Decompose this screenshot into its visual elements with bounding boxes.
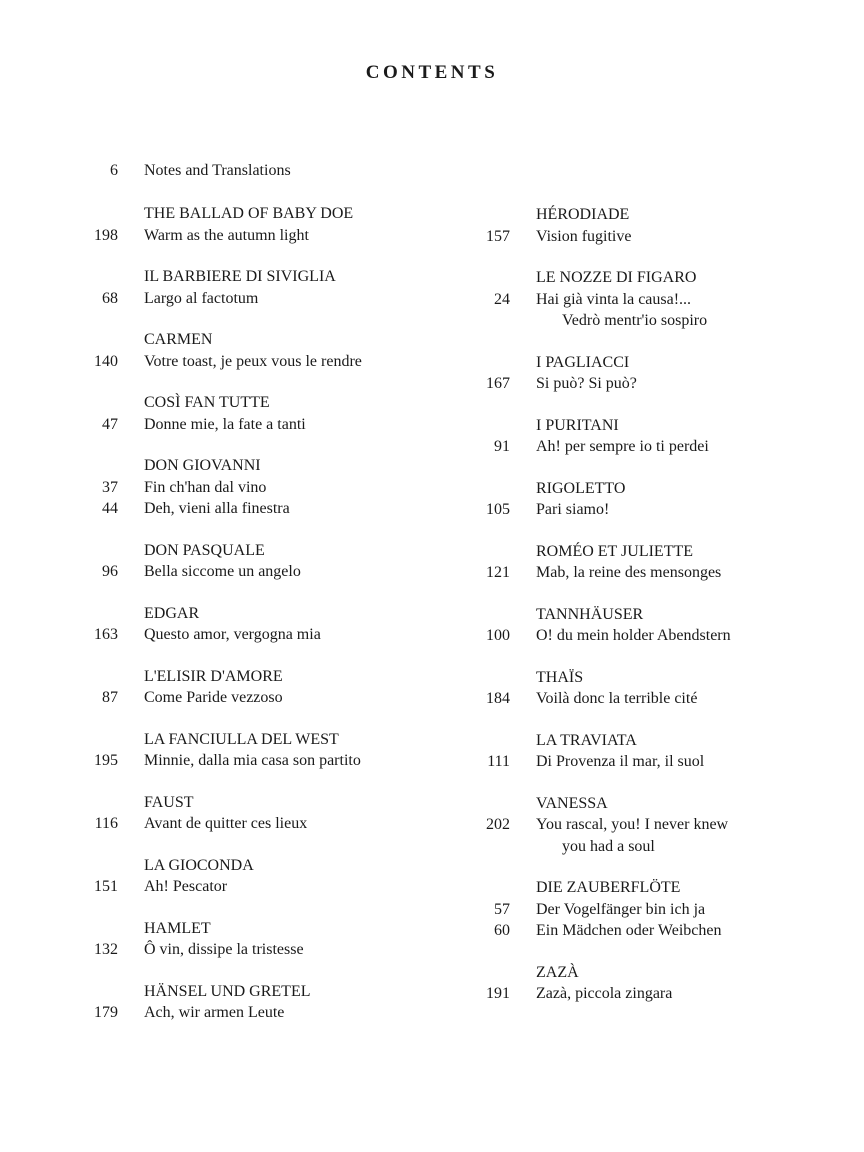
opera-heading-row	[80, 918, 440, 940]
aria-title: Pari siamo!	[536, 501, 610, 518]
page-number-blank	[472, 962, 510, 984]
aria-row	[472, 499, 832, 521]
page-number-blank	[472, 667, 510, 689]
page-number: 179	[94, 1004, 118, 1021]
page-number-blank	[80, 540, 118, 562]
page-number: 157	[486, 227, 510, 245]
contents-left-column	[80, 203, 440, 1044]
opera-entry	[80, 266, 440, 309]
opera-entry	[472, 478, 832, 521]
page-number: 105	[486, 501, 510, 518]
page-number-blank	[472, 204, 510, 226]
page-number-blank	[80, 203, 118, 225]
aria-title-continuation-row	[472, 836, 832, 858]
opera-heading-row	[80, 540, 440, 562]
page-number: 184	[486, 690, 510, 707]
page-number: 91	[494, 438, 510, 455]
opera-entry	[472, 793, 832, 858]
opera-title: L'ELISIR D'AMORE	[144, 667, 283, 685]
aria-title-continuation-row	[472, 310, 832, 332]
opera-title: CARMEN	[144, 331, 213, 348]
page-number-blank	[472, 541, 510, 563]
aria-title: Voilà donc la terrible cité	[536, 690, 698, 707]
opera-title: LE NOZZE DI FIGARO	[536, 269, 697, 286]
page-number-blank	[80, 855, 118, 877]
aria-title: Deh, vieni alla finestra	[144, 500, 290, 517]
page-number: 100	[486, 627, 510, 644]
page-number: 24	[494, 290, 510, 308]
opera-title: LA TRAVIATA	[536, 731, 637, 749]
aria-title-continuation: Vedrò mentr'io sospiro	[562, 312, 708, 329]
page-number-blank	[472, 310, 510, 332]
page-number-blank	[80, 981, 118, 1003]
opera-heading-row	[472, 604, 832, 626]
aria-title: Der Vogelfänger bin ich ja	[536, 900, 706, 918]
aria-row	[472, 983, 832, 1005]
opera-entry	[472, 877, 832, 942]
page-number: 111	[487, 753, 510, 770]
aria-row	[472, 289, 832, 311]
aria-row	[472, 899, 832, 921]
aria-row	[80, 288, 440, 310]
opera-heading-row	[80, 981, 440, 1003]
opera-heading-row	[80, 666, 440, 688]
aria-title: Minnie, dalla mia casa son partito	[144, 752, 361, 769]
aria-title: Votre toast, je peux vous le rendre	[144, 352, 362, 370]
page-number-blank	[472, 352, 510, 374]
page-number: 195	[94, 752, 118, 769]
aria-row	[80, 561, 440, 583]
opera-entry	[472, 604, 832, 647]
aria-title: Si può? Si può?	[536, 375, 637, 392]
opera-heading-row	[80, 266, 440, 288]
opera-entry	[80, 603, 440, 646]
page-number: 57	[494, 900, 510, 918]
page-number: 121	[486, 564, 510, 581]
page-number: 151	[94, 878, 118, 895]
page-number-blank	[472, 877, 510, 899]
aria-row	[472, 562, 832, 584]
aria-row	[472, 373, 832, 395]
aria-title: Ein Mädchen oder Weibchen	[536, 922, 722, 939]
page-number: 68	[102, 289, 118, 307]
page-number-blank	[472, 267, 510, 289]
opera-entry	[80, 729, 440, 772]
aria-row	[472, 814, 832, 836]
opera-heading-row	[80, 792, 440, 814]
opera-heading-row	[80, 203, 440, 225]
page-number: 167	[486, 375, 510, 392]
aria-row	[80, 939, 440, 961]
opera-title: I PURITANI	[536, 416, 619, 434]
opera-entry	[472, 667, 832, 710]
aria-title: Ah! per sempre io ti perdei	[536, 438, 709, 455]
aria-row	[80, 351, 440, 373]
opera-title: HÄNSEL UND GRETEL	[144, 982, 311, 1000]
opera-entry	[80, 792, 440, 835]
opera-title: RIGOLETTO	[536, 479, 626, 497]
opera-title: VANESSA	[536, 794, 608, 812]
opera-heading-row	[80, 455, 440, 477]
aria-row	[80, 876, 440, 898]
page-number: 198	[94, 226, 118, 244]
page-number-blank	[80, 729, 118, 751]
aria-title: Ah! Pescator	[144, 878, 228, 895]
page-number-blank	[472, 415, 510, 437]
aria-title: Hai già vinta la causa!...	[536, 290, 692, 308]
opera-title: DON GIOVANNI	[144, 457, 261, 474]
opera-entry	[80, 918, 440, 961]
intro-entry	[80, 160, 480, 182]
opera-heading-row	[80, 329, 440, 351]
opera-title: LA FANCIULLA DEL WEST	[144, 730, 339, 748]
opera-heading-row	[472, 478, 832, 500]
page-number-blank	[472, 793, 510, 815]
opera-title: HAMLET	[144, 919, 211, 937]
opera-title: TANNHÄUSER	[536, 605, 644, 623]
aria-row	[472, 226, 832, 248]
opera-title: LA GIOCONDA	[144, 856, 254, 874]
opera-heading-row	[472, 352, 832, 374]
opera-entry	[80, 455, 440, 520]
aria-title: Zazà, piccola zingara	[536, 985, 673, 1002]
opera-entry	[472, 962, 832, 1005]
aria-row	[80, 225, 440, 247]
opera-heading-row	[472, 962, 832, 984]
page-number-blank	[80, 603, 118, 625]
page-number-blank	[80, 329, 118, 351]
aria-row	[80, 414, 440, 436]
page-number: 60	[494, 922, 510, 939]
aria-title: Mab, la reine des mensonges	[536, 564, 722, 581]
page-number: 132	[94, 941, 118, 958]
opera-heading-row	[472, 415, 832, 437]
page-number: 191	[486, 985, 510, 1002]
page-number-blank	[80, 266, 118, 288]
aria-row	[80, 1002, 440, 1024]
page-number-blank	[80, 666, 118, 688]
opera-heading-row	[472, 667, 832, 689]
opera-title: IL BARBIERE DI SIVIGLIA	[144, 268, 336, 285]
opera-heading-row	[472, 793, 832, 815]
opera-title: FAUST	[144, 793, 194, 811]
page-number-blank	[80, 792, 118, 814]
aria-row	[472, 688, 832, 710]
opera-entry	[80, 392, 440, 435]
aria-title: Ach, wir armen Leute	[144, 1004, 285, 1021]
opera-title: HÉRODIADE	[536, 206, 630, 223]
aria-title: Avant de quitter ces lieux	[144, 815, 308, 832]
opera-entry	[472, 541, 832, 584]
aria-title: Di Provenza il mar, il suol	[536, 753, 705, 770]
opera-entry	[80, 540, 440, 583]
page-number-blank	[472, 604, 510, 626]
opera-title: EDGAR	[144, 604, 200, 622]
opera-title: DIE ZAUBERFLÖTE	[536, 879, 681, 896]
opera-entry	[472, 267, 832, 332]
page-number: 202	[486, 816, 510, 833]
aria-row	[80, 498, 440, 520]
opera-entry	[80, 203, 440, 246]
page-number-blank	[472, 730, 510, 752]
opera-entry	[472, 730, 832, 773]
page-number-blank	[80, 918, 118, 940]
aria-row	[472, 751, 832, 773]
aria-title: Questo amor, vergogna mia	[144, 626, 321, 643]
opera-entry	[472, 204, 832, 247]
page-number: 47	[102, 415, 118, 433]
opera-entry	[80, 855, 440, 898]
aria-title: Come Paride vezzoso	[144, 689, 283, 706]
opera-heading-row	[472, 877, 832, 899]
opera-heading-row	[472, 204, 832, 226]
opera-heading-row	[80, 729, 440, 751]
aria-row	[80, 624, 440, 646]
entry-title: Notes and Translations	[144, 162, 291, 179]
aria-title: Fin ch'han dal vino	[144, 478, 267, 496]
opera-title: COSÌ FAN TUTTE	[144, 394, 270, 411]
aria-title-continuation: you had a soul	[562, 837, 655, 855]
opera-title: THE BALLAD OF BABY DOE	[144, 205, 354, 222]
opera-entry	[472, 415, 832, 458]
opera-title: DON PASQUALE	[144, 541, 265, 559]
opera-heading-row	[472, 267, 832, 289]
opera-title: THAÏS	[536, 668, 584, 686]
page-number: 140	[94, 352, 118, 370]
aria-row	[80, 813, 440, 835]
opera-title: ROMÉO ET JULIETTE	[536, 542, 694, 560]
page-number-blank	[472, 478, 510, 500]
page-number-blank	[80, 392, 118, 414]
page-title: CONTENTS	[365, 62, 499, 83]
opera-heading-row	[80, 392, 440, 414]
aria-title: Vision fugitive	[536, 227, 632, 245]
page-number-blank	[80, 455, 118, 477]
aria-row	[472, 436, 832, 458]
opera-entry	[80, 329, 440, 372]
opera-entry	[80, 666, 440, 709]
aria-title: You rascal, you! I never knew	[536, 816, 729, 833]
page-number: 44	[102, 500, 118, 517]
aria-title: Largo al factotum	[144, 289, 259, 307]
aria-title: Ô vin, dissipe la tristesse	[144, 941, 304, 958]
page-number: 96	[102, 563, 118, 580]
page-number: 6	[110, 162, 118, 179]
opera-heading-row	[80, 855, 440, 877]
page-number-blank	[472, 836, 510, 858]
page-number: 116	[94, 815, 118, 832]
opera-title: ZAZÀ	[536, 963, 579, 981]
aria-title: Warm as the autumn light	[144, 226, 309, 244]
contents-right-column	[472, 204, 832, 1025]
opera-heading-row	[472, 541, 832, 563]
aria-title: O! du mein holder Abendstern	[536, 627, 731, 644]
aria-title: Bella siccome un angelo	[144, 563, 301, 580]
page-number: 37	[102, 478, 118, 496]
opera-entry	[472, 352, 832, 395]
opera-heading-row	[472, 730, 832, 752]
opera-title: I PAGLIACCI	[536, 353, 630, 371]
opera-entry	[80, 981, 440, 1024]
aria-row	[472, 920, 832, 942]
opera-heading-row	[80, 603, 440, 625]
page-number: 163	[94, 626, 118, 643]
aria-row	[80, 750, 440, 772]
page-number: 87	[102, 689, 118, 706]
aria-row	[80, 687, 440, 709]
aria-title: Donne mie, la fate a tanti	[144, 415, 306, 433]
aria-row	[80, 477, 440, 499]
aria-row	[472, 625, 832, 647]
